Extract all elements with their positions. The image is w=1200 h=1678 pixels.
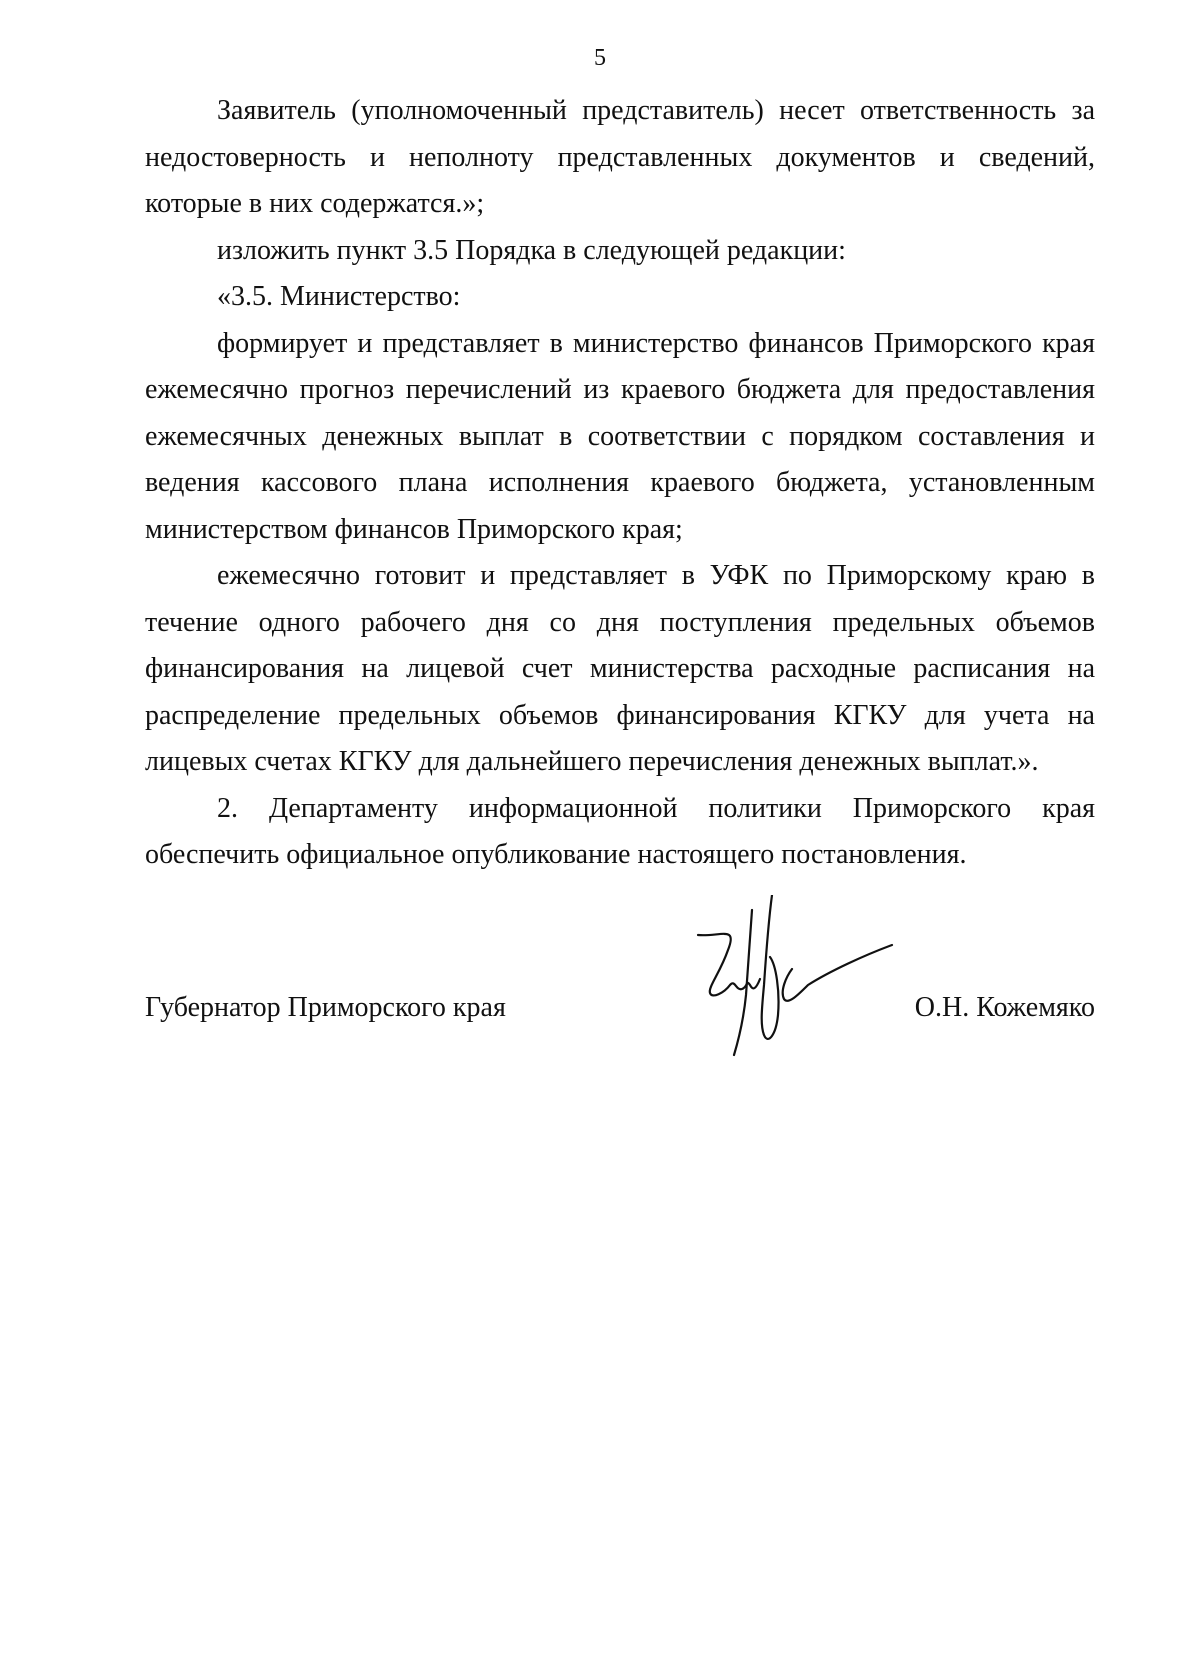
page-number: 5 xyxy=(594,45,606,71)
paragraph-publication-order: 2. Департаменту информационной политики Приморского края обеспечить официальное опубликование настоящего постановления. xyxy=(145,792,1095,870)
signer-title: Губернатор Приморского края xyxy=(145,992,506,1023)
paragraph-applicant-responsibility: Заявитель (уполномоченный представитель) несет ответственность за недостоверность и неполноту представленных документов и сведений, которые в них содержатся.»; xyxy=(145,95,1095,219)
document-body xyxy=(145,88,1095,879)
paragraph-expense-schedules: ежемесячно готовит и представляет в УФК по Приморскому краю в течение одного рабочего дня со дня поступления предельных объемов финансирования на лицевой счет министерства расходные расписания на распределение предельных объемов финансирования КГКУ для учета на лицевых счетах КГКУ для дальнейшего перечисления денежных выплат.». xyxy=(145,560,1095,777)
signer-name: О.Н. Кожемяко xyxy=(914,992,1095,1023)
signature-block xyxy=(145,988,1095,1048)
paragraph-amend-item-3-5: изложить пункт 3.5 Порядка в следующей редакции: xyxy=(217,234,846,266)
paragraph-item-3-5-heading: «3.5. Министерство: xyxy=(217,281,461,312)
paragraph-forecast-submission: формирует и представляет в министерство финансов Приморского края ежемесячно прогноз перечислений из краевого бюджета для предоставления ежемесячных денежных выплат в соответствии с порядком составления и ведения кассового плана исполнения краевого бюджета, установленным министерством финансов Приморского края; xyxy=(145,327,1095,545)
